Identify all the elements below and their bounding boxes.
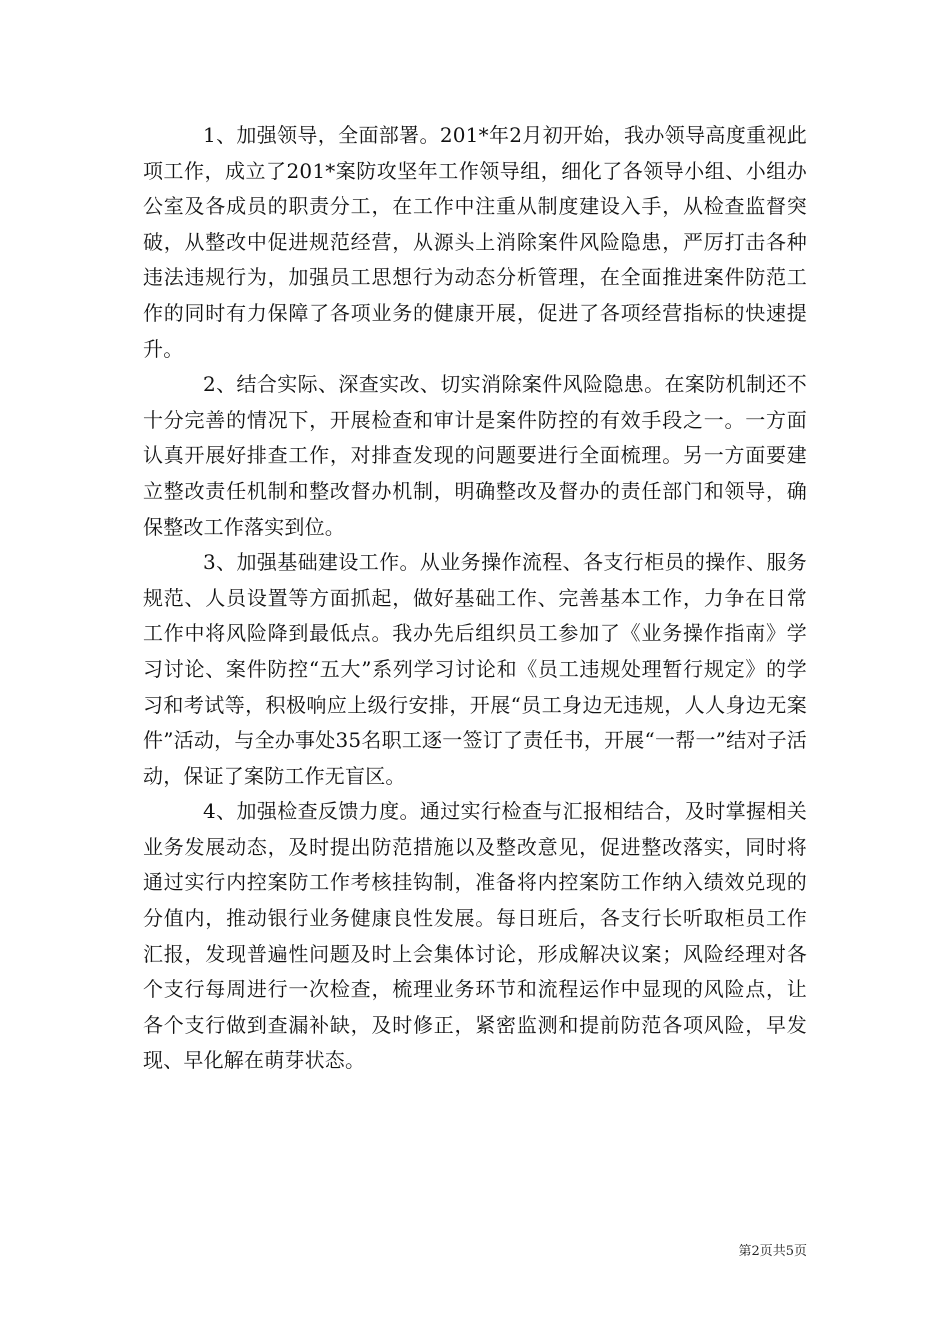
paragraph-2: 2、结合实际、深查实改、切实消除案件风险隐患。在案防机制还不十分完善的情况下，开展检查和审计是案件防控的有效手段之一。一方面认真开展好排查工作，对排查发现的问题要进行全面梳理。另一方面要建立整改责任机制和整改督办机制，明确整改及督办的责任部门和领导，确保整改工作落实到位。 bbox=[143, 372, 807, 539]
paragraph-1: 1、加强领导，全面部署。201*年2月初开始，我办领导高度重视此项工作，成立了201*案防攻坚年工作领导组，细化了各领导小组、小组办公室及各成员的职责分工，在工作中注重从制度建设入手，从检查监督突破，从整改中促进规范经营，从源头上消除案件风险隐患，严厉打击各种违法违规行为，加强员工思想行为动态分析管理，在全面推进案件防范工作的同时有力保障了各项业务的健康开展，促进了各项经营指标的快速提升。 bbox=[143, 123, 807, 361]
paragraph-3: 3、加强基础建设工作。从业务操作流程、各支行柜员的操作、服务规范、人员设置等方面抓起，做好基础工作、完善基本工作，力争在日常工作中将风险降到最低点。我办先后组织员工参加了《业务操作指南》学习讨论、案件防控“五大”系列学习讨论和《员工违规处理暂行规定》的学习和考试等，积极响应上级行安排，开展“员工身边无违规，人人身边无案件”活动，与全办事处35名职工逐一签订了责任书，开展“一帮一”结对子活动，保证了案防工作无盲区。 bbox=[143, 550, 807, 788]
page-number: 第2页共5页 bbox=[738, 1244, 807, 1259]
document-body bbox=[143, 118, 807, 1079]
paragraph-4: 4、加强检查反馈力度。通过实行检查与汇报相结合，及时掌握相关业务发展动态，及时提出防范措施以及整改意见，促进整改落实，同时将通过实行内控案防工作考核挂钩制，准备将内控案防工作纳入绩效兑现的分值内，推动银行业务健康良性发展。每日班后，各支行长听取柜员工作汇报，发现普遍性问题及时上会集体讨论，形成解决议案；风险经理对各个支行每周进行一次检查，梳理业务环节和流程运作中显现的风险点，让各个支行做到查漏补缺，及时修正，紧密监测和提前防范各项风险，早发现、早化解在萌芽状态。 bbox=[143, 799, 807, 1073]
